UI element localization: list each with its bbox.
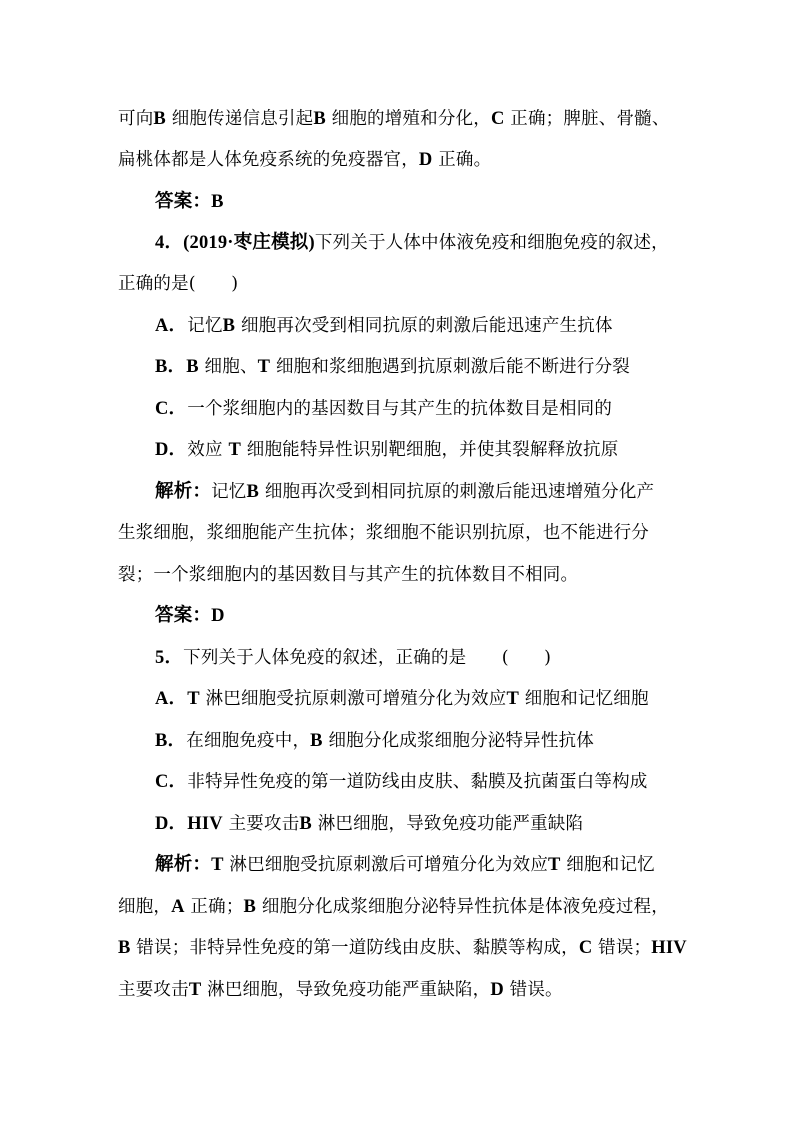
explanation-5-line-3: B 错误；非特异性免疫的第一道防线由皮肤、黏膜等构成，C 错误；HIV [118,938,687,958]
explanation-5-line-2: 细胞，A 正确；B 细胞分化成浆细胞分泌特异性抗体是体液免疫过程， [118,897,669,917]
question-5-option-b: B．在细胞免疫中，B 细胞分化成浆细胞分泌特异性抗体 [155,731,594,751]
answer-3: 答案：B [155,192,224,212]
explanation-5-line-4: 主要攻击T 淋巴细胞，导致免疫功能严重缺陷，D 错误。 [118,980,563,1000]
explanation-4-line-2: 生浆细胞，浆细胞能产生抗体；浆细胞不能识别抗原，也不能进行分 [118,523,649,543]
explanation-4-line-1: 解析：记忆B 细胞再次受到相同抗原的刺激后能迅速增殖分化产 [155,482,655,502]
explanation-5-line-1: 解析：T 淋巴细胞受抗原刺激后可增殖分化为效应T 细胞和记忆 [155,855,655,875]
question-4-stem: 4．(2019·枣庄模拟)下列关于人体中体液免疫和细胞免疫的叙述， [155,233,669,253]
question-4-stem-cont: 正确的是( ) [118,274,239,294]
question-5-option-a: A．T 淋巴细胞受抗原刺激可增殖分化为效应T 细胞和记忆细胞 [155,689,649,709]
answer-4: 答案：D [155,606,225,626]
explanation-line-2: 扁桃体都是人体免疫系统的免疫器官，D 正确。 [118,150,492,170]
question-4-option-a: A．记忆B 细胞再次受到相同抗原的刺激后能迅速产生抗体 [155,316,613,336]
question-5-stem: 5．下列关于人体免疫的叙述，正确的是 ( ) [155,648,552,668]
question-4-option-d: D．效应 T 细胞能特异性识别靶细胞，并使其裂解释放抗原 [155,440,619,460]
question-5-option-c: C．非特异性免疫的第一道防线由皮肤、黏膜及抗菌蛋白等构成 [155,772,648,792]
question-4-option-b: B．B 细胞、T 细胞和浆细胞遇到抗原刺激后能不断进行分裂 [155,357,630,377]
explanation-4-line-3: 裂；一个浆细胞内的基因数目与其产生的抗体数目不相同。 [118,565,579,585]
question-4-option-c: C．一个浆细胞内的基因数目与其产生的抗体数目是相同的 [155,399,613,419]
question-5-option-d: D．HIV 主要攻击B 淋巴细胞，导致免疫功能严重缺陷 [155,814,584,834]
explanation-line-1: 可向B 细胞传递信息引起B 细胞的增殖和分化，C 正确；脾脏、骨髓、 [118,109,670,129]
